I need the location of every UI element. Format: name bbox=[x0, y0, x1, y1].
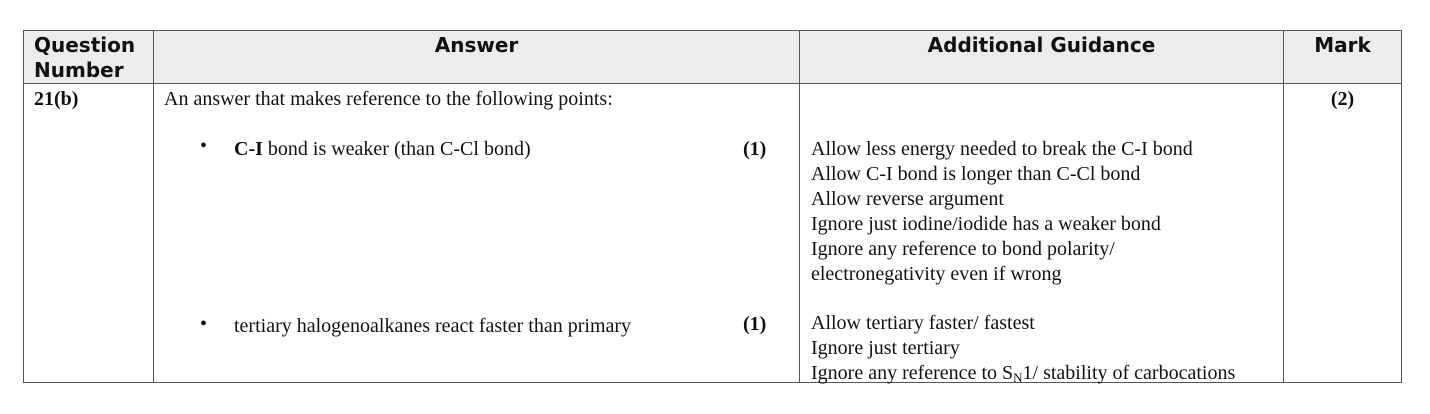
answer-point-1-mark: (1) bbox=[743, 138, 767, 160]
total-mark: (2) bbox=[1330, 88, 1355, 110]
answer-point-1 bbox=[234, 137, 531, 162]
guidance-text: 1/ stability of carbocations bbox=[1022, 362, 1236, 384]
guidance-line: electronegativity even if wrong bbox=[811, 263, 1062, 285]
header-answer: Answer bbox=[434, 33, 519, 57]
guidance-line bbox=[811, 361, 1235, 390]
guidance-line: Ignore any reference to bond polarity/ bbox=[811, 238, 1115, 260]
guidance-line: Allow tertiary faster/ fastest bbox=[811, 312, 1035, 334]
guidance-line: Allow less energy needed to break the C-I bond bbox=[811, 138, 1193, 160]
guidance-point-1 bbox=[811, 137, 1193, 287]
question-number: 21(b) bbox=[34, 88, 79, 110]
column-divider bbox=[1283, 31, 1284, 382]
guidance-line: Allow reverse argument bbox=[811, 188, 1004, 210]
header-additional-guidance: Additional Guidance bbox=[927, 33, 1156, 57]
bullet-icon: • bbox=[200, 313, 208, 335]
header-mark: Mark bbox=[1314, 33, 1371, 57]
guidance-text: Ignore any reference to S bbox=[811, 362, 1014, 384]
mark-scheme-table bbox=[23, 30, 1402, 383]
subscript-text: N bbox=[1013, 370, 1023, 385]
guidance-point-2 bbox=[811, 311, 1235, 390]
answer-point-2: tertiary halogenoalkanes react faster than primary bbox=[234, 315, 632, 337]
header-question-number: Question Number bbox=[34, 33, 136, 82]
bullet-icon: • bbox=[200, 135, 208, 157]
guidance-line: Ignore just tertiary bbox=[811, 337, 960, 359]
answer-point-1-text: bond is weaker (than C-Cl bond) bbox=[262, 138, 531, 160]
answer-point-1-bold: C-I bbox=[234, 138, 263, 160]
answer-intro: An answer that makes reference to the following points: bbox=[164, 88, 613, 110]
guidance-line: Ignore just iodine/iodide has a weaker bond bbox=[811, 213, 1161, 235]
guidance-line: Allow C-I bond is longer than C-Cl bond bbox=[811, 163, 1141, 185]
answer-point-2-mark: (1) bbox=[743, 313, 767, 335]
column-divider bbox=[153, 31, 154, 382]
column-divider bbox=[799, 31, 800, 382]
